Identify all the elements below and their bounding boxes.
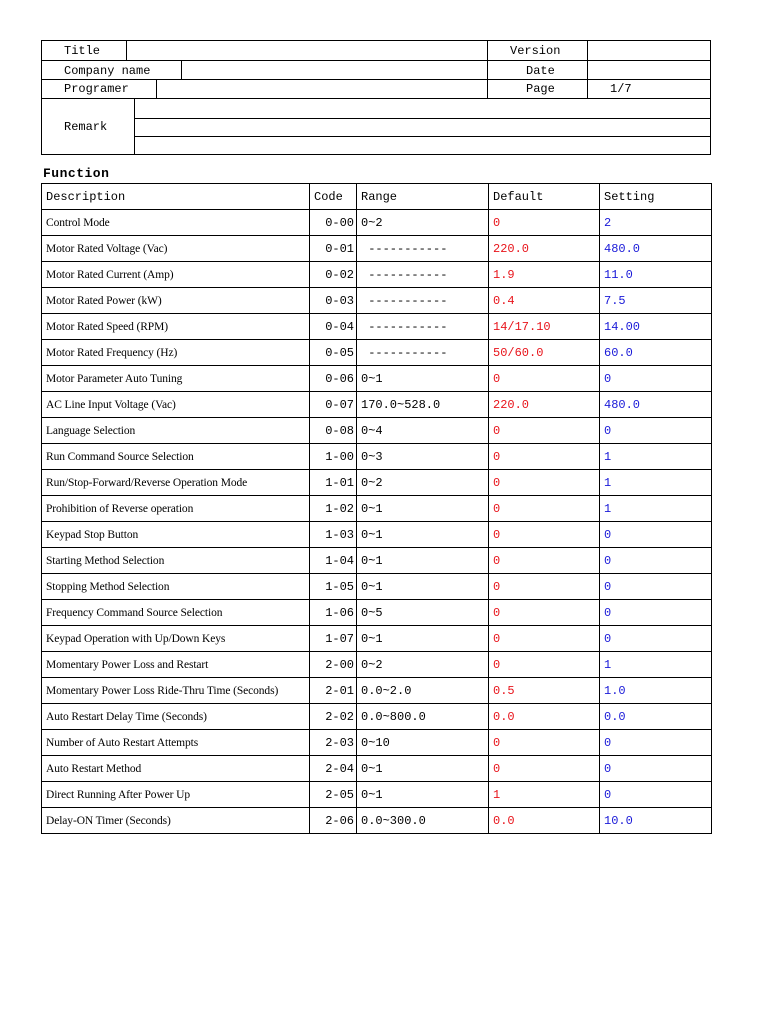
document-header <box>41 40 711 155</box>
row-description: Momentary Power Loss and Restart <box>42 652 310 678</box>
row-setting-value[interactable]: 10.0 <box>600 808 712 834</box>
remark-label: Remark <box>64 120 108 134</box>
row-description: Delay-ON Timer (Seconds) <box>42 808 310 834</box>
remark-line-1[interactable] <box>134 99 710 119</box>
row-default-value: 0 <box>489 652 600 678</box>
row-range: ----------- <box>357 340 489 366</box>
row-setting-value[interactable]: 0 <box>600 366 712 392</box>
row-default-value: 0 <box>489 210 600 236</box>
table-row <box>42 730 712 756</box>
row-code: 2-00 <box>310 652 357 678</box>
column-header-description: Description <box>42 184 310 210</box>
row-code: 2-05 <box>310 782 357 808</box>
row-description: Motor Rated Speed (RPM) <box>42 314 310 340</box>
table-row <box>42 470 712 496</box>
row-code: 1-03 <box>310 522 357 548</box>
header-row-company <box>42 61 710 80</box>
row-setting-value[interactable]: 1 <box>600 496 712 522</box>
row-range: 0.0~800.0 <box>357 704 489 730</box>
row-range: 0~2 <box>357 210 489 236</box>
row-description: Momentary Power Loss Ride-Thru Time (Seconds) <box>42 678 310 704</box>
header-row-title <box>42 41 710 61</box>
row-setting-value[interactable]: 0 <box>600 626 712 652</box>
remark-section <box>42 99 710 154</box>
row-default-value: 14/17.10 <box>489 314 600 340</box>
row-code: 2-06 <box>310 808 357 834</box>
remark-line-3[interactable] <box>134 136 710 154</box>
row-setting-value[interactable]: 480.0 <box>600 392 712 418</box>
row-description: Run/Stop-Forward/Reverse Operation Mode <box>42 470 310 496</box>
version-label: Version <box>510 44 561 58</box>
row-description: Direct Running After Power Up <box>42 782 310 808</box>
row-code: 2-04 <box>310 756 357 782</box>
programmer-field[interactable] <box>158 80 485 98</box>
row-default-value: 0 <box>489 756 600 782</box>
row-code: 1-01 <box>310 470 357 496</box>
row-default-value: 220.0 <box>489 236 600 262</box>
row-range: 0.0~300.0 <box>357 808 489 834</box>
row-range: 170.0~528.0 <box>357 392 489 418</box>
row-range: 0~2 <box>357 652 489 678</box>
row-default-value: 0.5 <box>489 678 600 704</box>
company-label: Company name <box>64 64 151 78</box>
row-code: 0-00 <box>310 210 357 236</box>
row-setting-value[interactable]: 0 <box>600 600 712 626</box>
row-description: Keypad Stop Button <box>42 522 310 548</box>
row-code: 0-06 <box>310 366 357 392</box>
date-label: Date <box>526 64 555 78</box>
row-code: 1-07 <box>310 626 357 652</box>
remark-line-2[interactable] <box>134 118 710 137</box>
row-description: Motor Rated Current (Amp) <box>42 262 310 288</box>
row-description: Frequency Command Source Selection <box>42 600 310 626</box>
row-range: 0~1 <box>357 782 489 808</box>
row-description: Language Selection <box>42 418 310 444</box>
row-description: Motor Rated Power (kW) <box>42 288 310 314</box>
row-setting-value[interactable]: 480.0 <box>600 236 712 262</box>
row-range: 0~1 <box>357 626 489 652</box>
row-setting-value[interactable]: 0 <box>600 756 712 782</box>
row-description: Keypad Operation with Up/Down Keys <box>42 626 310 652</box>
row-default-value: 0 <box>489 470 600 496</box>
table-row <box>42 756 712 782</box>
table-row <box>42 210 712 236</box>
row-description: Run Command Source Selection <box>42 444 310 470</box>
section-title: Function <box>43 166 110 181</box>
row-code: 1-02 <box>310 496 357 522</box>
row-range: 0~10 <box>357 730 489 756</box>
table-row <box>42 236 712 262</box>
row-default-value: 1 <box>489 782 600 808</box>
row-description: Motor Rated Frequency (Hz) <box>42 340 310 366</box>
company-field[interactable] <box>183 61 485 79</box>
row-code: 0-05 <box>310 340 357 366</box>
row-description: Auto Restart Method <box>42 756 310 782</box>
row-default-value: 1.9 <box>489 262 600 288</box>
row-setting-value[interactable]: 2 <box>600 210 712 236</box>
row-description: Motor Rated Voltage (Vac) <box>42 236 310 262</box>
row-range: ----------- <box>357 236 489 262</box>
row-default-value: 0 <box>489 444 600 470</box>
version-field[interactable] <box>589 41 709 60</box>
row-setting-value[interactable]: 1.0 <box>600 678 712 704</box>
table-header-row <box>42 184 712 210</box>
row-setting-value[interactable]: 1 <box>600 652 712 678</box>
row-range: 0~1 <box>357 496 489 522</box>
row-code: 1-05 <box>310 574 357 600</box>
column-header-code: Code <box>310 184 357 210</box>
row-code: 0-03 <box>310 288 357 314</box>
column-header-default: Default <box>489 184 600 210</box>
table-row <box>42 262 712 288</box>
row-range: 0~3 <box>357 444 489 470</box>
row-default-value: 0 <box>489 418 600 444</box>
table-row <box>42 496 712 522</box>
row-default-value: 50/60.0 <box>489 340 600 366</box>
table-row <box>42 782 712 808</box>
table-row <box>42 704 712 730</box>
row-code: 2-03 <box>310 730 357 756</box>
row-code: 0-02 <box>310 262 357 288</box>
table-row <box>42 366 712 392</box>
row-setting-value[interactable]: 11.0 <box>600 262 712 288</box>
title-field[interactable] <box>128 41 486 60</box>
row-range: 0~1 <box>357 522 489 548</box>
row-description: Stopping Method Selection <box>42 574 310 600</box>
row-range: 0~1 <box>357 756 489 782</box>
table-row <box>42 522 712 548</box>
row-default-value: 0 <box>489 574 600 600</box>
row-setting-value[interactable]: 0 <box>600 522 712 548</box>
page-value: 1/7 <box>610 82 632 96</box>
row-code: 0-04 <box>310 314 357 340</box>
row-default-value: 0 <box>489 600 600 626</box>
row-range: 0~1 <box>357 366 489 392</box>
row-default-value: 0 <box>489 548 600 574</box>
row-setting-value[interactable]: 0.0 <box>600 704 712 730</box>
table-row <box>42 392 712 418</box>
row-code: 1-06 <box>310 600 357 626</box>
row-default-value: 0.4 <box>489 288 600 314</box>
programmer-label: Programer <box>64 82 129 96</box>
row-default-value: 0 <box>489 496 600 522</box>
row-description: Number of Auto Restart Attempts <box>42 730 310 756</box>
row-range: 0~4 <box>357 418 489 444</box>
row-setting-value[interactable]: 60.0 <box>600 340 712 366</box>
table-row <box>42 574 712 600</box>
row-range: 0~1 <box>357 574 489 600</box>
table-row <box>42 652 712 678</box>
table-row <box>42 288 712 314</box>
row-code: 1-04 <box>310 548 357 574</box>
row-default-value: 0 <box>489 366 600 392</box>
row-code: 1-00 <box>310 444 357 470</box>
row-setting-value[interactable]: 0 <box>600 548 712 574</box>
row-description: AC Line Input Voltage (Vac) <box>42 392 310 418</box>
table-row <box>42 548 712 574</box>
row-range: ----------- <box>357 314 489 340</box>
table-row <box>42 600 712 626</box>
row-description: Prohibition of Reverse operation <box>42 496 310 522</box>
row-setting-value[interactable]: 0 <box>600 574 712 600</box>
row-default-value: 0.0 <box>489 704 600 730</box>
row-range: 0~5 <box>357 600 489 626</box>
row-range: ----------- <box>357 288 489 314</box>
row-code: 2-02 <box>310 704 357 730</box>
table-row <box>42 626 712 652</box>
row-default-value: 0.0 <box>489 808 600 834</box>
row-setting-value[interactable]: 0 <box>600 418 712 444</box>
table-row <box>42 340 712 366</box>
row-description: Auto Restart Delay Time (Seconds) <box>42 704 310 730</box>
row-setting-value[interactable]: 1 <box>600 444 712 470</box>
title-label: Title <box>64 44 101 58</box>
table-row <box>42 808 712 834</box>
row-default-value: 0 <box>489 730 600 756</box>
row-range: 0.0~2.0 <box>357 678 489 704</box>
column-header-setting: Setting <box>600 184 712 210</box>
function-table <box>41 183 712 834</box>
row-setting-value[interactable]: 7.5 <box>600 288 712 314</box>
row-code: 0-01 <box>310 236 357 262</box>
row-code: 0-07 <box>310 392 357 418</box>
row-range: 0~1 <box>357 548 489 574</box>
row-range: ----------- <box>357 262 489 288</box>
table-row <box>42 678 712 704</box>
row-default-value: 0 <box>489 522 600 548</box>
column-header-range: Range <box>357 184 489 210</box>
page-label: Page <box>526 82 555 96</box>
row-setting-value[interactable]: 1 <box>600 470 712 496</box>
row-code: 2-01 <box>310 678 357 704</box>
row-default-value: 220.0 <box>489 392 600 418</box>
date-field[interactable] <box>589 61 709 79</box>
row-description: Starting Method Selection <box>42 548 310 574</box>
table-row <box>42 314 712 340</box>
row-description: Control Mode <box>42 210 310 236</box>
row-setting-value[interactable]: 0 <box>600 730 712 756</box>
row-range: 0~2 <box>357 470 489 496</box>
row-setting-value[interactable]: 0 <box>600 782 712 808</box>
row-setting-value[interactable]: 14.00 <box>600 314 712 340</box>
table-row <box>42 444 712 470</box>
header-row-programmer <box>42 80 710 99</box>
row-default-value: 0 <box>489 626 600 652</box>
row-code: 0-08 <box>310 418 357 444</box>
table-row <box>42 418 712 444</box>
row-description: Motor Parameter Auto Tuning <box>42 366 310 392</box>
